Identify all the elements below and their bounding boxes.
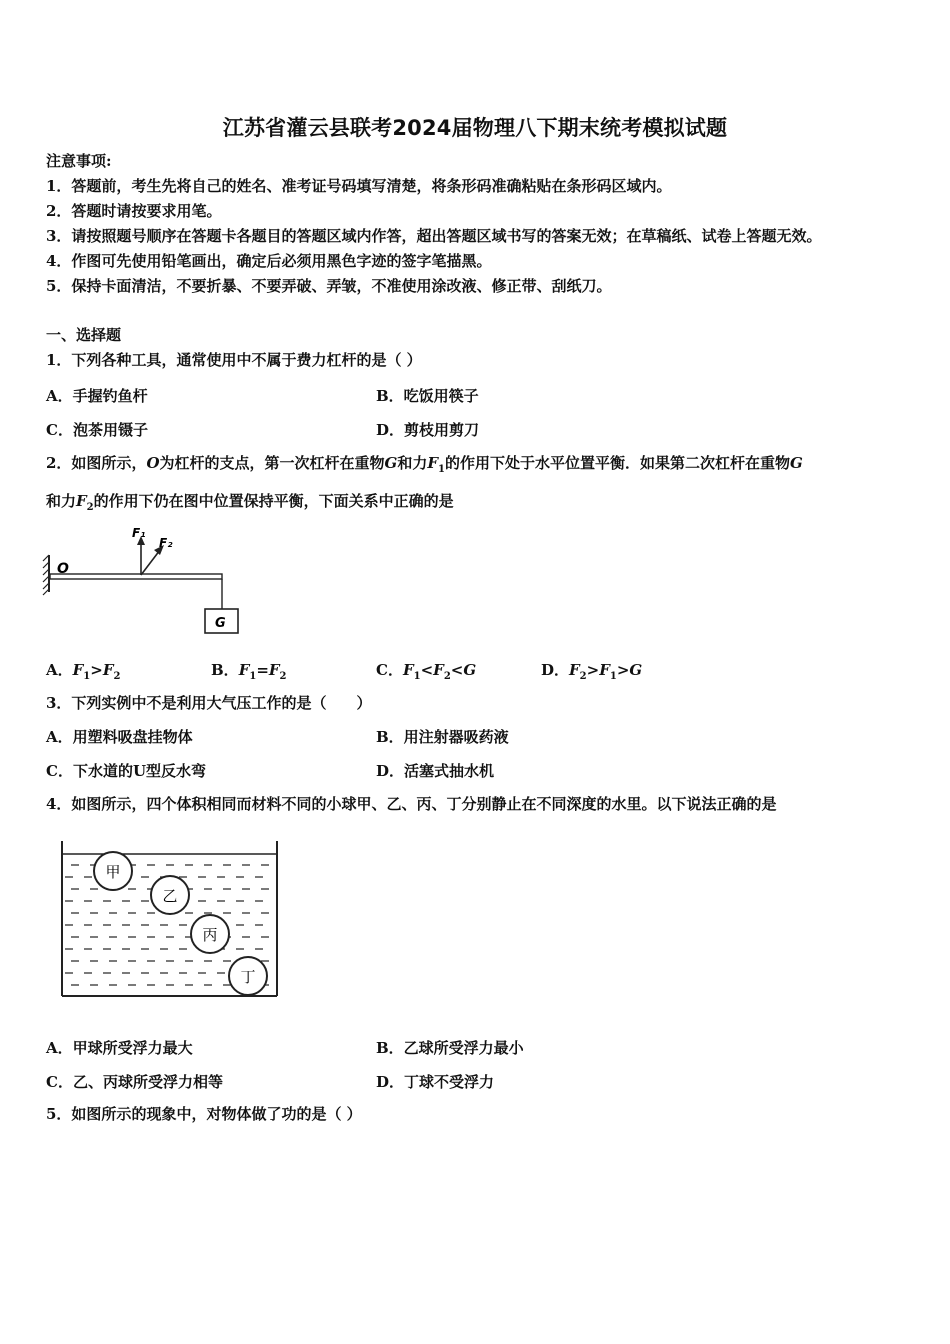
water-tank-diagram — [55, 838, 285, 1003]
pivot-label-o: O — [57, 561, 69, 577]
question-5-stem: 5．如图所示的现象中，对物体做了功的是（ ） — [46, 1105, 362, 1123]
lever-diagram — [40, 525, 250, 637]
var-f: F — [599, 661, 610, 679]
q2-var-g: G — [790, 454, 803, 472]
sub: 2 — [579, 671, 587, 682]
notice-item: 1．答题前，考生先将自己的姓名、准考证号码填写清楚，将条形码准确粘贴在条形码区域内。 — [46, 177, 672, 195]
option-prefix: B． — [211, 661, 239, 679]
q3-option-d: D．活塞式抽水机 — [376, 762, 495, 780]
q2-sub: 1 — [438, 464, 445, 475]
var-f: F — [433, 661, 444, 679]
sub: 2 — [443, 671, 451, 682]
op: < — [420, 661, 434, 679]
option-prefix: D． — [541, 661, 570, 679]
q2-var-o: O — [146, 454, 160, 472]
notice-item: 3．请按照题号顺序在答题卡各题目的答题区域内作答，超出答题区域书写的答案无效；在草稿纸、试卷上答题无效。 — [46, 227, 822, 245]
force-f1-label: F₁ — [132, 526, 146, 540]
notice-item: 4．作图可先使用铅笔画出，确定后必须用黑色字迹的签字笔描黑。 — [46, 252, 492, 270]
section-heading: 一、选择题 — [46, 326, 122, 344]
q2-text: 2．如图所示， — [46, 454, 147, 472]
q3-option-c: C．下水道的U型反水弯 — [46, 762, 207, 780]
q4-option-b: B．乙球所受浮力最小 — [376, 1039, 524, 1057]
ball-ding-label: 丁 — [240, 968, 256, 986]
sub: 1 — [413, 671, 421, 682]
var-f: F — [102, 661, 114, 679]
q2-text: 和力 — [397, 454, 428, 472]
var-g: G — [463, 661, 477, 679]
ball-yi-label: 乙 — [162, 887, 178, 905]
q2-var-g: G — [384, 454, 398, 472]
var-f: F — [569, 661, 580, 679]
sub: 1 — [249, 671, 257, 682]
var-f: F — [402, 661, 414, 679]
op: = — [256, 661, 269, 679]
q4-option-a: A．甲球所受浮力最大 — [46, 1039, 193, 1057]
ball-bing-label: 丙 — [202, 926, 218, 944]
op: > — [586, 661, 600, 679]
op: < — [450, 661, 464, 679]
lever-bar — [50, 574, 222, 579]
question-1-stem: 1．下列各种工具，通常使用中不属于费力杠杆的是（ ） — [46, 351, 422, 369]
sub: 2 — [113, 671, 121, 682]
q1-option-c: C．泡茶用镊子 — [46, 421, 148, 439]
force-f2-label: F₂ — [159, 536, 173, 550]
sub: 1 — [83, 671, 91, 682]
q2-var-f: F — [76, 492, 87, 510]
q4-option-c: C．乙、丙球所受浮力相等 — [46, 1073, 223, 1091]
notice-heading: 注意事项: — [46, 152, 112, 170]
option-prefix: A． — [46, 661, 73, 679]
q2-sub: 2 — [86, 502, 94, 513]
q2-option-c — [376, 659, 476, 682]
option-prefix: C． — [376, 661, 403, 679]
q4-option-d: D．丁球不受浮力 — [376, 1073, 495, 1091]
q1-option-d: D．剪枝用剪刀 — [376, 421, 480, 439]
var-g: G — [629, 661, 643, 679]
ball-jia-label: 甲 — [105, 863, 121, 881]
question-4-stem: 4．如图所示，四个体积相同而材料不同的小球甲、乙、丙、丁分别静止在不同深度的水里。以下说法正确的是 — [46, 795, 777, 813]
question-2-stem-line2 — [46, 491, 454, 518]
notice-item: 5．保持卡面清洁，不要折暴、不要弄破、弄皱，不准使用涂改液、修正带、刮纸刀。 — [46, 277, 612, 295]
weight-g-label: G — [215, 616, 226, 631]
q2-option-b — [211, 659, 287, 682]
op: > — [90, 661, 103, 679]
sub: 2 — [279, 671, 287, 682]
question-2-stem-line1 — [46, 453, 803, 480]
var-f: F — [238, 661, 250, 679]
op: > — [616, 661, 630, 679]
q1-option-b: B．吃饭用筷子 — [376, 387, 479, 405]
force-f2-arrow — [141, 550, 160, 575]
q3-option-b: B．用注射器吸药液 — [376, 728, 509, 746]
q2-var-f: F — [427, 454, 439, 472]
sub: 1 — [609, 671, 617, 682]
q2-option-a — [46, 659, 120, 682]
q2-option-d — [541, 659, 642, 682]
q2-text: 的作用下处于水平位置平衡．如果第二次杠杆在重物 — [445, 454, 791, 472]
var-f: F — [268, 661, 280, 679]
page-title: 江苏省灌云县联考2024届物理八下期末统考模拟试题 — [222, 116, 728, 140]
q3-option-a: A．用塑料吸盘挂物体 — [46, 728, 193, 746]
q2-text: 为杠杆的支点，第一次杠杆在重物 — [159, 454, 385, 472]
q2-text: 和力 — [46, 492, 77, 510]
question-3-stem: 3．下列实例中不是利用大气压工作的是（ ） — [46, 694, 372, 712]
q1-option-a: A．手握钓鱼杆 — [46, 387, 148, 405]
var-f: F — [72, 661, 84, 679]
q2-text: 的作用下仍在图中位置保持平衡，下面关系中正确的是 — [93, 492, 454, 510]
notice-item: 2．答题时请按要求用笔。 — [46, 202, 222, 220]
